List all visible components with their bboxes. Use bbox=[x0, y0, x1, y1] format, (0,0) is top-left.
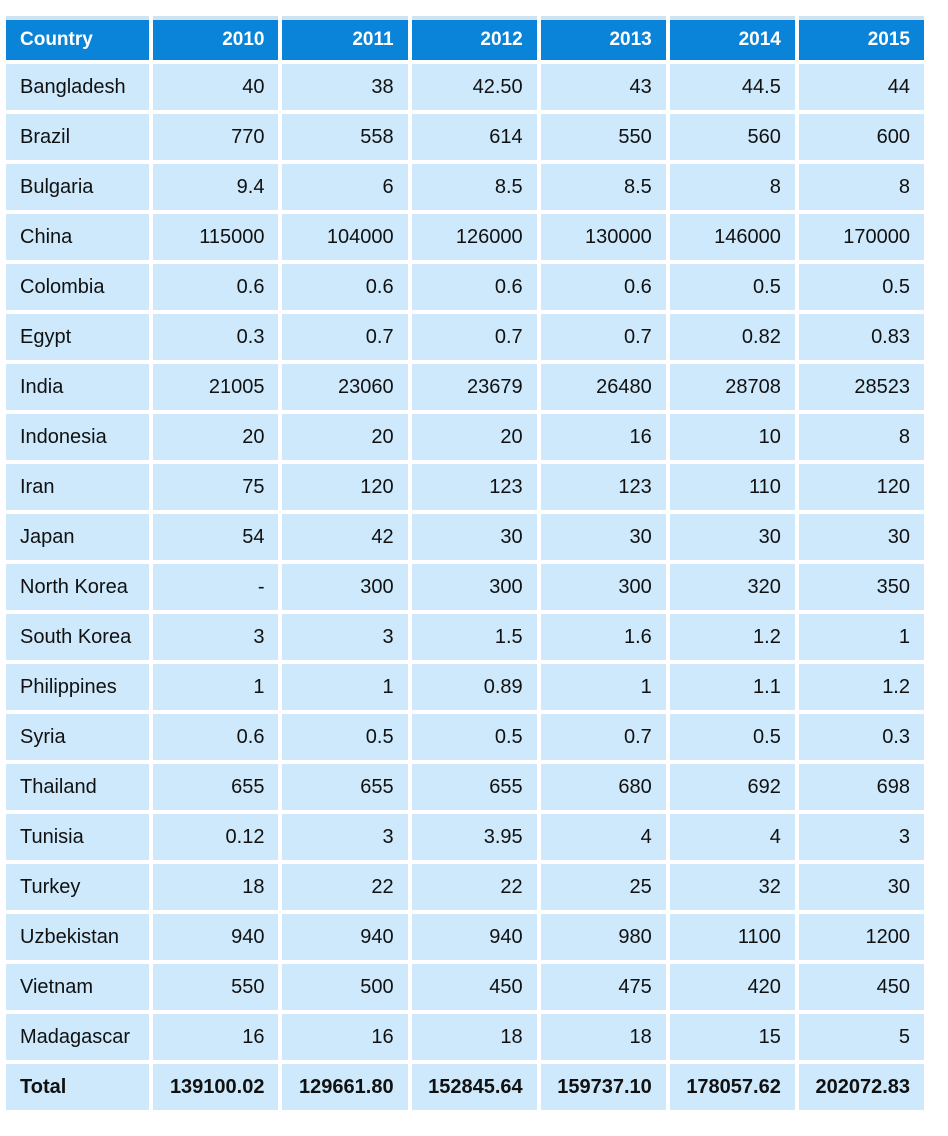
table-row bbox=[6, 164, 924, 210]
column-header-year: 2010 bbox=[153, 16, 278, 60]
table-row bbox=[6, 864, 924, 910]
value-cell: 44.5 bbox=[670, 64, 795, 110]
value-cell: 20 bbox=[153, 414, 278, 460]
value-cell: 146000 bbox=[670, 214, 795, 260]
country-cell: Syria bbox=[6, 714, 149, 760]
table-header bbox=[6, 16, 924, 60]
value-cell: 300 bbox=[541, 564, 666, 610]
value-cell: 23060 bbox=[282, 364, 407, 410]
value-cell: 20 bbox=[282, 414, 407, 460]
value-cell: 20 bbox=[412, 414, 537, 460]
value-cell: 18 bbox=[153, 864, 278, 910]
country-cell: China bbox=[6, 214, 149, 260]
value-cell: 698 bbox=[799, 764, 924, 810]
total-value-cell: 178057.62 bbox=[670, 1064, 795, 1110]
value-cell: 44 bbox=[799, 64, 924, 110]
country-cell: Thailand bbox=[6, 764, 149, 810]
table-row bbox=[6, 614, 924, 660]
value-cell: 980 bbox=[541, 914, 666, 960]
value-cell: 8 bbox=[799, 414, 924, 460]
column-header-year: 2012 bbox=[412, 16, 537, 60]
data-table bbox=[2, 12, 928, 1114]
value-cell: 1 bbox=[153, 664, 278, 710]
column-header-year: 2015 bbox=[799, 16, 924, 60]
value-cell: 550 bbox=[541, 114, 666, 160]
country-cell: Colombia bbox=[6, 264, 149, 310]
value-cell: 500 bbox=[282, 964, 407, 1010]
value-cell: 26480 bbox=[541, 364, 666, 410]
table-row bbox=[6, 414, 924, 460]
value-cell: 22 bbox=[412, 864, 537, 910]
value-cell: 42.50 bbox=[412, 64, 537, 110]
country-cell: Brazil bbox=[6, 114, 149, 160]
value-cell: 940 bbox=[412, 914, 537, 960]
value-cell: 1 bbox=[799, 614, 924, 660]
value-cell: 1.1 bbox=[670, 664, 795, 710]
value-cell: 170000 bbox=[799, 214, 924, 260]
country-cell: Philippines bbox=[6, 664, 149, 710]
value-cell: 1.2 bbox=[670, 614, 795, 660]
value-cell: 15 bbox=[670, 1014, 795, 1060]
value-cell: 300 bbox=[282, 564, 407, 610]
value-cell: 3 bbox=[282, 814, 407, 860]
table-row bbox=[6, 514, 924, 560]
value-cell: 0.6 bbox=[153, 264, 278, 310]
value-cell: - bbox=[153, 564, 278, 610]
value-cell: 320 bbox=[670, 564, 795, 610]
value-cell: 21005 bbox=[153, 364, 278, 410]
value-cell: 30 bbox=[799, 514, 924, 560]
value-cell: 560 bbox=[670, 114, 795, 160]
column-header-year: 2011 bbox=[282, 16, 407, 60]
data-table-container bbox=[6, 16, 926, 1114]
value-cell: 0.5 bbox=[412, 714, 537, 760]
value-cell: 40 bbox=[153, 64, 278, 110]
value-cell: 655 bbox=[153, 764, 278, 810]
value-cell: 1 bbox=[541, 664, 666, 710]
value-cell: 30 bbox=[541, 514, 666, 560]
column-header-year: 2013 bbox=[541, 16, 666, 60]
value-cell: 940 bbox=[282, 914, 407, 960]
table-row bbox=[6, 964, 924, 1010]
value-cell: 0.6 bbox=[541, 264, 666, 310]
value-cell: 9.4 bbox=[153, 164, 278, 210]
country-cell: Turkey bbox=[6, 864, 149, 910]
value-cell: 0.3 bbox=[153, 314, 278, 360]
value-cell: 123 bbox=[412, 464, 537, 510]
column-header-year: 2014 bbox=[670, 16, 795, 60]
value-cell: 1.6 bbox=[541, 614, 666, 660]
value-cell: 30 bbox=[412, 514, 537, 560]
table-row bbox=[6, 714, 924, 760]
value-cell: 16 bbox=[541, 414, 666, 460]
value-cell: 3 bbox=[799, 814, 924, 860]
value-cell: 3.95 bbox=[412, 814, 537, 860]
country-cell: Madagascar bbox=[6, 1014, 149, 1060]
total-label: Total bbox=[6, 1064, 149, 1110]
value-cell: 120 bbox=[282, 464, 407, 510]
value-cell: 8.5 bbox=[541, 164, 666, 210]
value-cell: 0.6 bbox=[153, 714, 278, 760]
value-cell: 8 bbox=[670, 164, 795, 210]
table-row bbox=[6, 914, 924, 960]
value-cell: 0.5 bbox=[282, 714, 407, 760]
value-cell: 130000 bbox=[541, 214, 666, 260]
value-cell: 550 bbox=[153, 964, 278, 1010]
value-cell: 10 bbox=[670, 414, 795, 460]
value-cell: 54 bbox=[153, 514, 278, 560]
table-row bbox=[6, 264, 924, 310]
country-cell: Vietnam bbox=[6, 964, 149, 1010]
column-header-country: Country bbox=[6, 16, 149, 60]
value-cell: 0.89 bbox=[412, 664, 537, 710]
value-cell: 0.7 bbox=[541, 314, 666, 360]
value-cell: 558 bbox=[282, 114, 407, 160]
country-cell: North Korea bbox=[6, 564, 149, 610]
value-cell: 104000 bbox=[282, 214, 407, 260]
value-cell: 16 bbox=[282, 1014, 407, 1060]
value-cell: 600 bbox=[799, 114, 924, 160]
value-cell: 770 bbox=[153, 114, 278, 160]
value-cell: 0.3 bbox=[799, 714, 924, 760]
value-cell: 38 bbox=[282, 64, 407, 110]
table-row bbox=[6, 364, 924, 410]
value-cell: 450 bbox=[799, 964, 924, 1010]
value-cell: 42 bbox=[282, 514, 407, 560]
value-cell: 1 bbox=[282, 664, 407, 710]
value-cell: 30 bbox=[670, 514, 795, 560]
value-cell: 0.6 bbox=[282, 264, 407, 310]
country-cell: Uzbekistan bbox=[6, 914, 149, 960]
value-cell: 3 bbox=[282, 614, 407, 660]
value-cell: 0.7 bbox=[412, 314, 537, 360]
value-cell: 655 bbox=[282, 764, 407, 810]
country-cell: Bulgaria bbox=[6, 164, 149, 210]
value-cell: 1200 bbox=[799, 914, 924, 960]
value-cell: 0.82 bbox=[670, 314, 795, 360]
value-cell: 450 bbox=[412, 964, 537, 1010]
table-row bbox=[6, 214, 924, 260]
table-row bbox=[6, 64, 924, 110]
value-cell: 4 bbox=[541, 814, 666, 860]
value-cell: 75 bbox=[153, 464, 278, 510]
table-row bbox=[6, 664, 924, 710]
value-cell: 4 bbox=[670, 814, 795, 860]
value-cell: 692 bbox=[670, 764, 795, 810]
value-cell: 18 bbox=[412, 1014, 537, 1060]
value-cell: 940 bbox=[153, 914, 278, 960]
value-cell: 420 bbox=[670, 964, 795, 1010]
value-cell: 0.7 bbox=[541, 714, 666, 760]
value-cell: 120 bbox=[799, 464, 924, 510]
value-cell: 18 bbox=[541, 1014, 666, 1060]
country-cell: Japan bbox=[6, 514, 149, 560]
country-cell: Bangladesh bbox=[6, 64, 149, 110]
value-cell: 0.5 bbox=[670, 714, 795, 760]
value-cell: 28523 bbox=[799, 364, 924, 410]
value-cell: 30 bbox=[799, 864, 924, 910]
table-row bbox=[6, 1014, 924, 1060]
value-cell: 25 bbox=[541, 864, 666, 910]
country-cell: Tunisia bbox=[6, 814, 149, 860]
value-cell: 22 bbox=[282, 864, 407, 910]
value-cell: 0.5 bbox=[799, 264, 924, 310]
value-cell: 16 bbox=[153, 1014, 278, 1060]
value-cell: 0.12 bbox=[153, 814, 278, 860]
value-cell: 6 bbox=[282, 164, 407, 210]
value-cell: 0.5 bbox=[670, 264, 795, 310]
value-cell: 28708 bbox=[670, 364, 795, 410]
total-value-cell: 139100.02 bbox=[153, 1064, 278, 1110]
table-row bbox=[6, 314, 924, 360]
total-value-cell: 152845.64 bbox=[412, 1064, 537, 1110]
value-cell: 3 bbox=[153, 614, 278, 660]
value-cell: 126000 bbox=[412, 214, 537, 260]
table-row bbox=[6, 814, 924, 860]
value-cell: 1.2 bbox=[799, 664, 924, 710]
value-cell: 475 bbox=[541, 964, 666, 1010]
country-cell: South Korea bbox=[6, 614, 149, 660]
country-cell: Egypt bbox=[6, 314, 149, 360]
total-value-cell: 129661.80 bbox=[282, 1064, 407, 1110]
value-cell: 8.5 bbox=[412, 164, 537, 210]
value-cell: 0.7 bbox=[282, 314, 407, 360]
country-cell: Indonesia bbox=[6, 414, 149, 460]
value-cell: 110 bbox=[670, 464, 795, 510]
value-cell: 1100 bbox=[670, 914, 795, 960]
value-cell: 123 bbox=[541, 464, 666, 510]
country-cell: India bbox=[6, 364, 149, 410]
value-cell: 32 bbox=[670, 864, 795, 910]
value-cell: 8 bbox=[799, 164, 924, 210]
total-value-cell: 159737.10 bbox=[541, 1064, 666, 1110]
country-cell: Iran bbox=[6, 464, 149, 510]
table-row bbox=[6, 564, 924, 610]
value-cell: 614 bbox=[412, 114, 537, 160]
value-cell: 5 bbox=[799, 1014, 924, 1060]
header-row bbox=[6, 16, 924, 60]
value-cell: 655 bbox=[412, 764, 537, 810]
value-cell: 680 bbox=[541, 764, 666, 810]
value-cell: 1.5 bbox=[412, 614, 537, 660]
value-cell: 43 bbox=[541, 64, 666, 110]
value-cell: 350 bbox=[799, 564, 924, 610]
value-cell: 0.6 bbox=[412, 264, 537, 310]
value-cell: 23679 bbox=[412, 364, 537, 410]
table-row bbox=[6, 464, 924, 510]
value-cell: 0.83 bbox=[799, 314, 924, 360]
table-row bbox=[6, 114, 924, 160]
table-body bbox=[6, 64, 924, 1110]
value-cell: 300 bbox=[412, 564, 537, 610]
total-value-cell: 202072.83 bbox=[799, 1064, 924, 1110]
table-row bbox=[6, 764, 924, 810]
total-row bbox=[6, 1064, 924, 1110]
value-cell: 115000 bbox=[153, 214, 278, 260]
